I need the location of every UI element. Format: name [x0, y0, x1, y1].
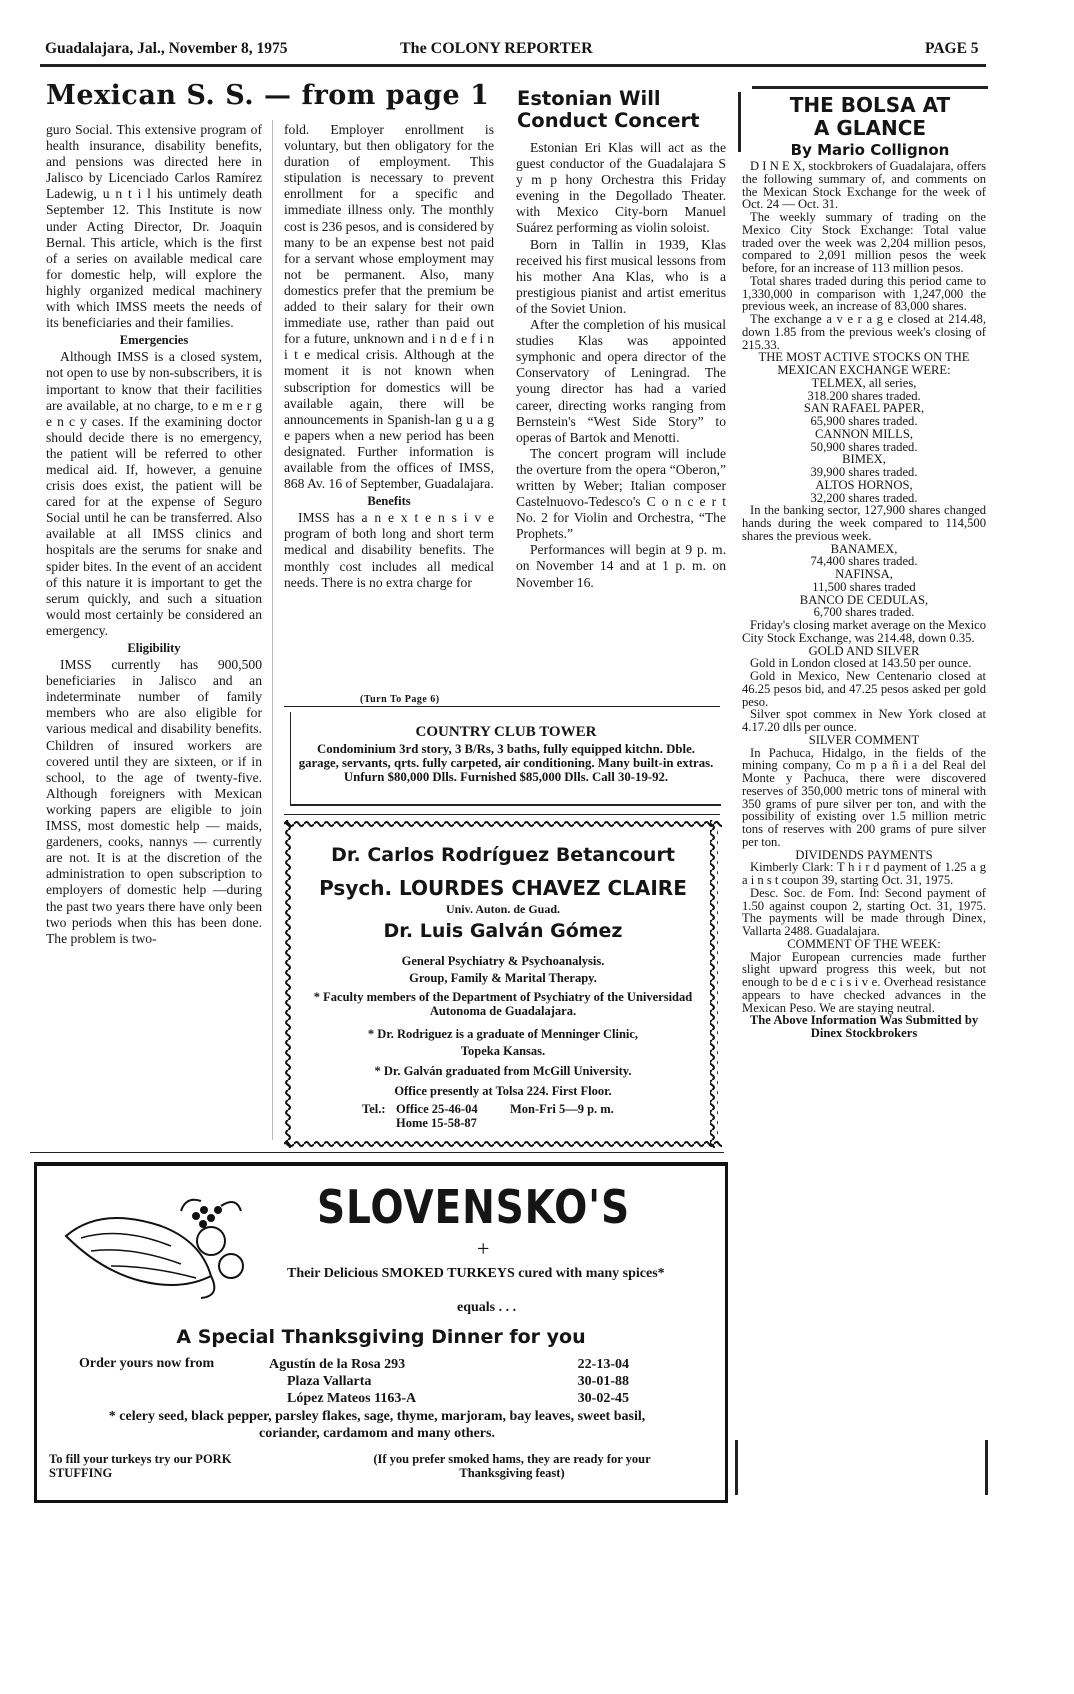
paragraph: Born in Tallin in 1939, Klas received his first musical lessons from his mother Ana Klas, who is a prestigious pianist and artist emeritus of the Soviet Union.	[516, 236, 726, 316]
bolsa-item: Gold in Mexico, New Centenario closed at 46.25 pesos bid, and 47.25 pesos asked per gold peso.	[742, 669, 986, 709]
smoked-hams-note: (If you prefer smoked hams, they are ready for your Thanksgiving feast)	[373, 1452, 651, 1480]
paragraph: Although IMSS is a closed system, not open to use by non-subscribers, it is important to know that their facilities are available, at no charge, to e m e r g e n c y cases. If the examining doctor should decide there is no emergency, the patient will be referred to other medical aid. If, however, a genuine crisis does exist, the patient will be cared for at the expense of Seguro Social until he can be transferred. Also available at all IMSS clinics and hospitals are the serums for snake and spider bites. In the event of an accident of this nature it is important to get the serum quickly, and such a situation would most certainly be considered an emergency.	[46, 349, 262, 638]
column-divider	[272, 120, 273, 1140]
location-phone: 30-02-45	[577, 1391, 629, 1406]
bolsa-item: BANAMEX,	[830, 541, 898, 556]
bolsa-item: THE MOST ACTIVE STOCKS ON THE MEXICAN EXCHANGE WERE:	[758, 350, 970, 377]
bolsa-title-line-1: THE BOLSA AT	[789, 93, 951, 117]
bolsa-item: Total shares traded during this period came to 1,330,000 in comparison with 1,247,000 the previous week, an increase of 83,000 shares.	[742, 273, 986, 314]
bolsa-bottom-left-rule	[735, 1440, 738, 1495]
newspaper-name: The COLONY REPORTER	[400, 40, 593, 57]
bolsa-item: BANCO DE CEDULAS,	[799, 592, 929, 607]
bolsa-item: In Pachuca, Hidalgo, in the fields of the mining company, Co m p a ñ i a del Real del Monte y Pachuca, there were discovered reserves of 350,000 metric tons of mineral with 350 grams of pure silver per ton, and with the possibility of existing over 1.5 million metric tons of reserves with 200 grams of pure silver per ton.	[742, 745, 986, 849]
bolsa-item: Major European currencies made further slight upward progress this week, but not enough to be d e c i s i v e. Overhead resistance appears to have checked advances in the Mexican Peso. We are staying neutral.	[742, 949, 986, 1015]
ad-rule	[284, 814, 720, 815]
location-phone: 30-01-88	[577, 1374, 629, 1389]
bolsa-item: Kimberly Clark: T h i r d payment of 1.25 a g a i n s t coupon 39, starting Oct. 31, 1975.	[742, 860, 986, 887]
bolsa-item: 65,900 shares traded.	[810, 414, 918, 428]
masthead-rule	[40, 64, 986, 67]
doctor-name-1: Dr. Carlos Rodríguez Betancourt	[331, 844, 675, 866]
bolsa-left-rule	[738, 92, 741, 152]
paragraph: IMSS has a n e x t e n s i v e program of both long and short term medical and disability benefits. The monthly cost includes all medical needs. There is no extra charge for	[284, 510, 494, 590]
thanksgiving-headline: A Special Thanksgiving Dinner for you	[176, 1326, 586, 1348]
bolsa-item: 32,200 shares traded.	[810, 490, 918, 505]
bolsa-item: 11,500 shares traded	[812, 579, 916, 594]
location-row	[269, 1373, 629, 1390]
jump-line[interactable]: (Turn To Page 6)	[360, 694, 440, 705]
doctor-name-2: Psych. LOURDES CHAVEZ CLAIRE	[319, 876, 687, 900]
bolsa-item: BIMEX,	[842, 452, 886, 467]
specialty-2: Group, Family & Marital Therapy.	[409, 971, 597, 985]
article-column-2	[284, 122, 494, 591]
section-subhead: Emergencies	[119, 333, 189, 348]
bolsa-item: 39,900 shares traded.	[810, 465, 918, 479]
office-hours: Mon-Fri 5—9 p. m.	[510, 1102, 614, 1116]
bolsa-item: The Above Information Was Submitted by Dinex Stockbrokers	[749, 1013, 979, 1040]
bolsa-item: SAN RAFAEL PAPER,	[803, 401, 925, 416]
ad-rule	[30, 1152, 724, 1153]
university: Univ. Auton. de Guad.	[445, 902, 561, 916]
bolsa-item: TELMEX, all series,	[811, 375, 917, 390]
paragraph: After the completion of his musical studies Klas was appointed symphonic and opera director of the Conservatory of Leningrad. The young director has had a varied career, directing works ranging from Bernstein's “West Side Story” to operas of Bartok and Menotti.	[516, 317, 726, 445]
bolsa-item: 50,900 shares traded.	[810, 439, 918, 454]
order-intro: Order yours now from	[79, 1356, 215, 1371]
article-headline-mexican-ss: Mexican S. S. — from page 1	[46, 80, 490, 111]
location-row	[269, 1390, 629, 1407]
doctor-name-3: Dr. Luis Galván Gómez	[383, 920, 623, 942]
specialty-1: General Psychiatry & Psychoanalysis.	[401, 954, 605, 968]
turkey-line: Their Delicious SMOKED TURKEYS cured with many spices*	[287, 1266, 665, 1281]
article-headline-estonian: Estonian Will Conduct Concert	[517, 87, 700, 132]
plus-sign: +	[477, 1236, 490, 1261]
bolsa-top-rule	[752, 86, 988, 89]
bolsa-bottom-right-rule	[985, 1440, 988, 1495]
bolsa-item: The exchange a v e r a g e closed at 214.48, down 1.85 from the previous week's closing of 215.33.	[742, 312, 986, 352]
bolsa-title	[752, 94, 988, 140]
location-phone: 22-13-04	[577, 1357, 629, 1372]
paragraph: The concert program will include the overture from the opera “Oberon,” written by Weber; Italian composer Castelnuovo-Tedesco's C o n c e r t No. 2 for Violin and Orchestra, “The Prophets.”	[516, 445, 726, 542]
tel-office: Office 25-46-04	[396, 1102, 478, 1116]
page-number: PAGE 5	[925, 40, 979, 57]
bolsa-body	[742, 160, 986, 1040]
article-column-3	[516, 140, 726, 591]
bolsa-item: Desc. Soc. de Fom. Ind: Second payment of 1.50 against coupon 2, starting Oct. 31, 1975. The payments will be made through Dinex, Vallarta 2488. Guadalajara.	[742, 885, 986, 938]
bolsa-title-line-2: A GLANCE	[813, 116, 927, 140]
spices-list: * celery seed, black pepper, parsley flakes, sage, thyme, marjoram, bay leaves, sweet basil, coriander, cardamom and many others.	[108, 1409, 646, 1441]
tel-home: Home 15-58-87	[396, 1116, 477, 1130]
bolsa-item: COMMENT OF THE WEEK:	[787, 936, 941, 951]
bolsa-item: 6,700 shares traded.	[813, 605, 915, 620]
location-address: López Mateos 1163-A	[287, 1391, 417, 1406]
location-row	[269, 1356, 629, 1373]
bolsa-item: DIVIDENDS PAYMENTS	[795, 847, 933, 862]
bolsa-item: D I N E X, stockbrokers of Guadalajara, offers the following summary of, and comments on the Mexican Stock Exchange for the week of Oct. 24 — Oct. 31.	[742, 159, 986, 212]
ad-rule	[284, 706, 720, 707]
tel-label: Tel.:	[362, 1102, 386, 1116]
office-address: Office presently at Tolsa 224. First Floor.	[394, 1084, 612, 1098]
faculty-note: * Faculty members of the Department of Psychiatry of the Universidad Autonoma de Guadalajara.	[313, 990, 693, 1018]
ad-slovenskos	[34, 1162, 728, 1503]
bolsa-item: SILVER COMMENT	[808, 732, 920, 747]
location-address: Agustín de la Rosa 293	[269, 1357, 406, 1372]
equals-line: equals . . .	[457, 1300, 517, 1315]
paragraph: IMSS currently has 900,500 beneficiaries in Jalisco and an indeterminate number of family members who are also eligible for various medical and disability benefits. Children of insured workers are covered until they are sixteen, or if in school, to the age of twenty-five. Although foreigners with Mexican working papers are eligible to join IMSS, most domestic help — maids, gardeners, cooks, nannys — currently are not. It is at the discretion of the administration to open subscription to employers of domestic help —during the past two years there have only been two periods when this has been done. The problem is two-	[46, 657, 262, 946]
bolsa-item: NAFINSA,	[835, 567, 893, 581]
ad-psychiatry-doctors	[284, 820, 722, 1148]
ad-country-club-tower	[290, 712, 721, 806]
ad-body: Condominium 3rd story, 3 B/Rs, 3 baths, fully equipped kitchn. Dble. garage, servants, qrts. fully carpeted, air conditioning. Many built-in extras. Unfurn $80,000 Dlls. Furnished $85,000 Dlls. Call 30-19-92.	[298, 742, 714, 784]
bolsa-item: Gold in London closed at 143.50 per ounce.	[750, 656, 972, 671]
article-column-1	[46, 122, 262, 947]
ad-title: COUNTRY CLUB TOWER	[415, 724, 597, 740]
paragraph: Estonian Eri Klas will act as the guest conductor of the Guadalajara S y m p hony Orchestra this Friday evening in the Degollado Theater. with Mexico City-born Manuel Suárez performing as violin soloist.	[516, 140, 726, 236]
bolsa-item: GOLD AND SILVER	[808, 643, 920, 658]
bolsa-item: In the banking sector, 127,900 shares changed hands during the week compared to 114,500 shares the previous week.	[742, 503, 986, 543]
paragraph: fold. Employer enrollment is voluntary, but then obligatory for the duration of employment. This stipulation is necessary to prevent enrollment for a specific and immediate illness only. The monthly cost is 236 pesos, and is considered by many to be an expense best not paid for a servant whose employment may not be permanent. Also, many domestics prefer that the premium be added to their salary for their own immediate use, rather than paid out for a future, unknown and i n d e f i n i t e medical crisis. Although at the moment it is not known when subscription for domestics will be available again, there will be announcements in Spanish-lan g u a g e papers when a new period has been designated. Further information is available from the offices of IMSS, 868 Av. 16 of September, Guadalajara.	[284, 122, 494, 492]
pork-stuffing-note: To fill your turkeys try our PORK STUFFING	[49, 1452, 232, 1480]
brand-name: SLOVENSKO'S	[317, 1180, 630, 1234]
locations-list	[269, 1356, 629, 1407]
dateline: Guadalajara, Jal., November 8, 1975	[45, 40, 288, 57]
paragraph: Performances will begin at 9 p. m. on November 14 and at 1 p. m. on November 16.	[516, 542, 726, 590]
bolsa-item: 74,400 shares traded.	[810, 554, 918, 569]
bolsa-item: Silver spot commex in New York closed at 4.17.20 dlls per ounce.	[742, 707, 986, 734]
cornucopia-illustration	[61, 1196, 251, 1306]
mcgill-note: * Dr. Galván graduated from McGill University.	[374, 1064, 632, 1078]
section-subhead: Benefits	[367, 494, 411, 509]
bolsa-byline: By Mario Collignon	[790, 141, 950, 159]
bolsa-item: 318.200 shares traded.	[807, 388, 921, 403]
paragraph: guro Social. This extensive program of health insurance, disability benefits, and pensions was directed here in Jalisco by Licenciado Carlos Ramírez Ladewig, u n t i l his untimely death September 12. This Institute is now under Acting Director, Dr. Joaquin Bernal. This article, which is the first of a series on available medical care for domestic help, will explore the highly organized medical machinery with which IMSS meets the needs of its beneficiaries and their families.	[46, 122, 262, 331]
bolsa-item: CANNON MILLS,	[815, 426, 913, 441]
bolsa-item: The weekly summary of trading on the Mexico City Stock Exchange: Total value traded over the week was 2,204 million pesos, compared to 2,091 million pesos the week before, for an increase of 113 million pesos.	[742, 210, 986, 275]
bolsa-item: Friday's closing market average on the Mexico City Stock Exchange, was 214.48, down 0.35.	[742, 618, 986, 645]
menninger-note: * Dr. Rodriguez is a graduate of Menninger Clinic, Topeka Kansas.	[367, 1027, 639, 1058]
bolsa-item: ALTOS HORNOS,	[815, 477, 913, 492]
section-subhead: Eligibility	[127, 641, 181, 655]
location-address: Plaza Vallarta	[287, 1374, 372, 1389]
